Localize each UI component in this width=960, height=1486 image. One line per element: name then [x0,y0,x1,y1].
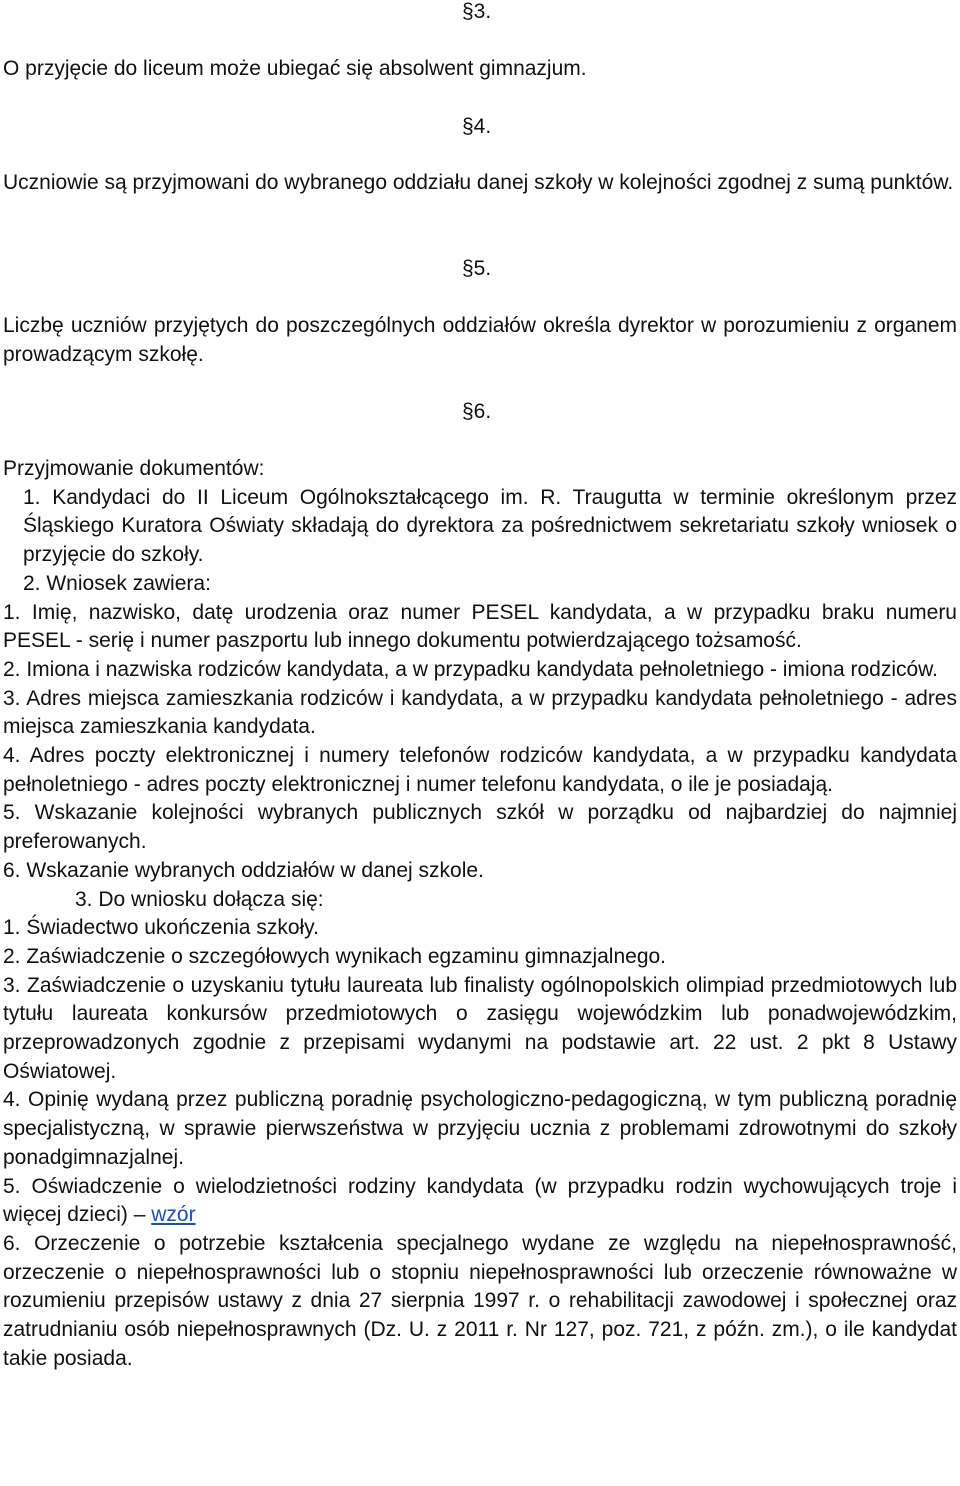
wniosek-item-4: 4. Adres poczty elektronicznej i numery telefonów rodziców kandydata, a w przypadku kandydata pełnoletniego - adres poczty elektronicznej i numer telefonu kandydata, o ile je posiadają. [3,744,957,796]
section-5-heading: §5. [462,257,492,280]
section-4-text: Uczniowie są przyjmowani do wybranego oddziału danej szkoły w kolejności zgodnej z sumą punktów. [3,171,954,194]
zalacznik-item-3: 3. Zaświadczenie o uzyskaniu tytułu laureata lub finalisty ogólnopolskich olimpiad przedmiotowych lub tytułu laureata konkursów przedmiotowych o zasięgu wojewódzkim lub ponadwojewódzkim, przeprowadzonych zgodnie z przepisami wydanymi na podstawie art. 22 ust. 2 pkt 8 Ustawy Oświatowej. [3,973,957,1083]
section-6-point-3-heading: 3. Do wniosku dołącza się: [75,887,324,911]
section-3-heading: §3. [462,0,492,23]
zalacznik-item-5-text: 5. Oświadczenie o wielodzietności rodziny kandydata (w przypadku rodzin wychowujących troje i więcej dzieci) – [3,1174,957,1227]
section-6-point-1: 1. Kandydaci do II Liceum Ogólnokształcącego im. R. Traugutta w terminie określonym przez Śląskiego Kuratora Oświaty składają do dyrektora za pośrednictwem sekretariatu szkoły wniosek o przyjęcie do szkoły. [23,485,957,567]
wniosek-item-3: 3. Adres miejsca zamieszkania rodziców i kandydata, a w przypadku kandydata pełnoletniego - adres miejsca zamieszkania kandydata. [3,686,957,739]
section-6-intro: Przyjmowanie dokumentów: [3,457,265,480]
zalacznik-item-5 [3,1173,957,1230]
section-3-text-block [3,55,957,84]
zalacznik-item-4: 4. Opinię wydaną przez publiczną poradnię psychologiczno-pedagogiczną, w tym publiczną poradnię specjalistyczną, w sprawie pierwszeństwa w przyjęciu ucznia z problemami zdrowotnymi do szkoły ponadgimnazjalnej. [3,1088,957,1169]
wzor-link[interactable]: wzór [151,1203,196,1227]
zalacznik-item-2: 2. Zaświadczenie o szczegółowych wynikach egzaminu gimnazjalnego. [3,944,667,968]
section-6-body [3,455,957,1374]
section-5-text-block [3,312,957,369]
wniosek-item-5: 5. Wskazanie kolejności wybranych publicznych szkół w porządku od najbardziej do najmniej preferowanych. [3,801,957,854]
wniosek-item-1: 1. Imię, nazwisko, datę urodzenia oraz numer PESEL kandydata, a w przypadku braku numeru PESEL - serię i numer paszportu lub innego dokumentu potwierdzającego tożsamość. [3,600,957,653]
section-4-heading: §4. [462,115,492,138]
section-3-text: O przyjęcie do liceum może ubiegać się absolwent gimnazjum. [3,57,587,80]
zalacznik-item-1: 1. Świadectwo ukończenia szkoły. [3,916,319,940]
section-4-text-block [3,169,957,198]
section-5-text: Liczbę uczniów przyjętych do poszczególnych oddziałów określa dyrektor w porozumieniu z organem prowadzącym szkołę. [3,314,957,366]
zalacznik-item-6: 6. Orzeczenie o potrzebie kształcenia specjalnego wydane ze względu na niepełnosprawność, orzeczenie o niepełnosprawności lub o stopniu niepełnosprawności lub orzeczenie równoważne w rozumieniu przepisów ustawy z dnia 27 sierpnia 1997 r. o rehabilitacji zawodowej i społecznej oraz zatrudnianiu osób niepełnosprawnych (Dz. U. z 2011 r. Nr 127, poz. 721, z późn. zm.), o ile kandydat takie posiada. [3,1231,957,1370]
section-6-point-2-heading: 2. Wniosek zawiera: [23,571,211,595]
wniosek-item-6: 6. Wskazanie wybranych oddziałów w danej szkole. [3,858,484,882]
zalaczniki-list [3,914,957,1373]
wniosek-items-list [3,599,957,886]
section-6-heading: §6. [462,400,492,423]
wniosek-item-2: 2. Imiona i nazwiska rodziców kandydata, a w przypadku kandydata pełnoletniego - imiona rodziców. [3,657,939,681]
